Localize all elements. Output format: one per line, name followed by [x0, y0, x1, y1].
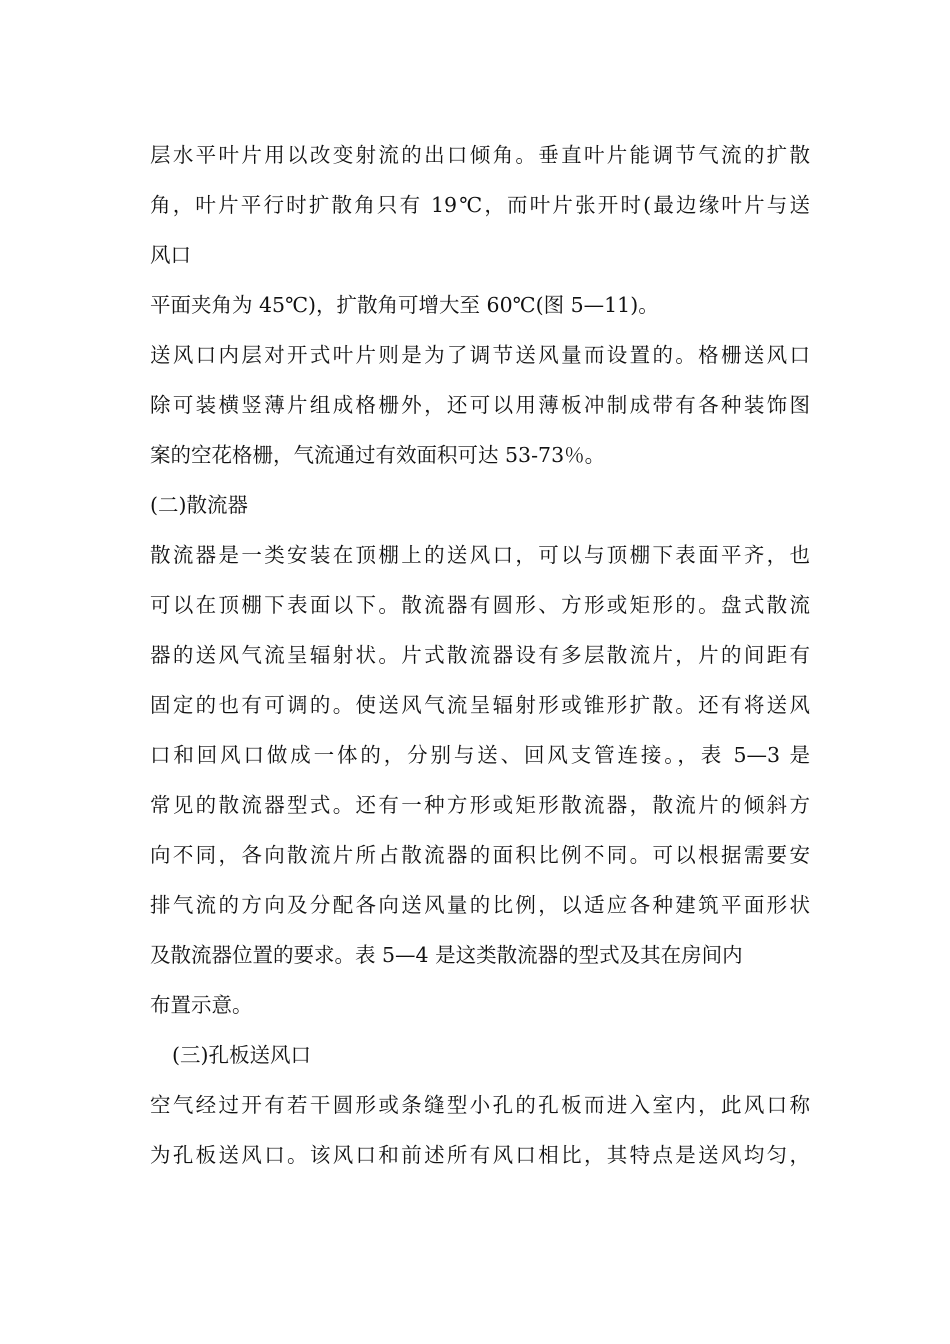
- text-line: 可以在顶棚下表面以下。散流器有圆形、方形或矩形的。盘式散流: [150, 593, 810, 617]
- text-line: 口和回风口做成一体的，分别与送、回风支管连接。，表 5—3 是: [150, 743, 810, 767]
- text-line: 风口: [150, 243, 191, 267]
- text-line: 角，叶片平行时扩散角只有 19℃，而叶片张开时(最边缘叶片与送: [150, 193, 810, 217]
- text-line: 除可装横竖薄片组成格栅外，还可以用薄板冲制成带有各种装饰图: [150, 393, 810, 417]
- text-line: 平面夹角为 45℃)，扩散角可增大至 60℃(图 5—11)。: [150, 293, 659, 317]
- text-line: 案的空花格栅，气流通过有效面积可达 53-73％。: [150, 443, 606, 467]
- text-line: 固定的也有可调的。使送风气流呈辐射形或锥形扩散。还有将送风: [150, 693, 810, 717]
- text-line: 布置示意。: [150, 993, 253, 1017]
- section-heading: (二)散流器: [150, 493, 248, 517]
- text-line: 送风口内层对开式叶片则是为了调节送风量而设置的。格栅送风口: [150, 343, 810, 367]
- text-line: 常见的散流器型式。还有一种方形或矩形散流器，散流片的倾斜方: [150, 793, 810, 817]
- text-line: 及散流器位置的要求。表 5—4 是这类散流器的型式及其在房间内: [150, 943, 743, 967]
- document-body: [150, 130, 810, 1180]
- text-line: 为孔板送风口。该风口和前述所有风口相比，其特点是送风均匀，: [150, 1143, 810, 1167]
- text-line: 空气经过开有若干圆形或条缝型小孔的孔板而进入室内，此风口称: [150, 1093, 810, 1117]
- text-line: 器的送风气流呈辐射状。片式散流器设有多层散流片，片的间距有: [150, 643, 810, 667]
- text-line: 向不同，各向散流片所占散流器的面积比例不同。可以根据需要安: [150, 843, 810, 867]
- text-line: 层水平叶片用以改变射流的出口倾角。垂直叶片能调节气流的扩散: [150, 143, 810, 167]
- text-line: 排气流的方向及分配各向送风量的比例，以适应各种建筑平面形状: [150, 893, 810, 917]
- text-line: 散流器是一类安装在顶棚上的送风口，可以与顶棚下表面平齐，也: [150, 543, 810, 567]
- section-heading: (三)孔板送风口: [172, 1043, 311, 1067]
